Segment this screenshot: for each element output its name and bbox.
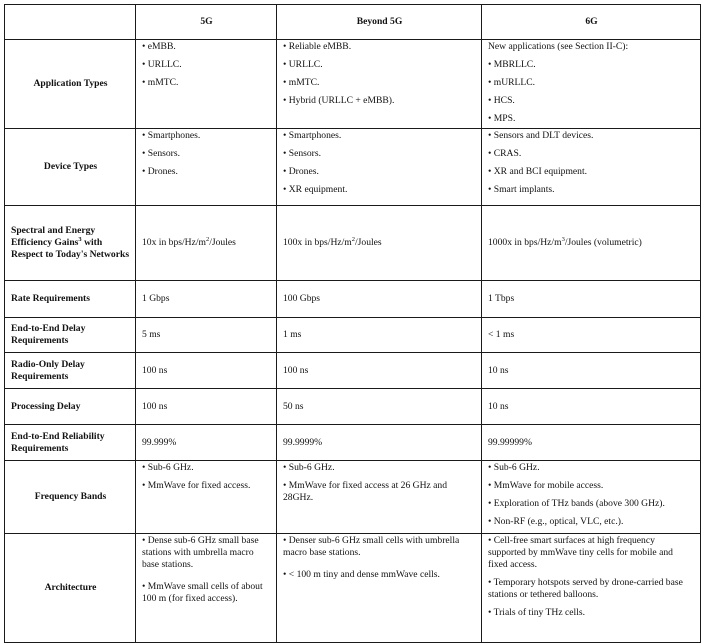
list-item: • CRAS. bbox=[488, 148, 522, 159]
list-item: • mURLLC. bbox=[488, 77, 536, 88]
list-item: • MPS. bbox=[488, 113, 516, 124]
value-text: /Joules bbox=[209, 237, 236, 248]
list-item: • Exploration of THz bands (above 300 GHz). bbox=[488, 498, 665, 509]
cell-dev-5g bbox=[136, 129, 277, 206]
footnote-mark: 3 bbox=[78, 236, 82, 243]
cell-rel-5g: 99.999% bbox=[136, 425, 277, 461]
cell-eff-5g bbox=[136, 206, 277, 281]
list-item: • MmWave small cells of about 100 m (for fixed access). bbox=[142, 581, 263, 604]
exponent: 2 bbox=[205, 236, 210, 243]
header-beyond-5g: Beyond 5G bbox=[277, 5, 482, 40]
row-label-processing-delay: Processing Delay bbox=[5, 389, 136, 425]
list-item: • MmWave for fixed access. bbox=[142, 480, 251, 491]
cell-eff-6g bbox=[482, 206, 701, 281]
list-item: • XR equipment. bbox=[283, 184, 348, 195]
list-item: • MmWave for mobile access. bbox=[488, 480, 604, 491]
cell-app-beyond-5g bbox=[277, 40, 482, 129]
list-item: • Dense sub-6 GHz small base stations with umbrella macro base stations. bbox=[142, 535, 259, 570]
cell-freq-6g bbox=[482, 461, 701, 534]
list-item: • mMTC. bbox=[142, 77, 179, 88]
list-item: • Temporary hotspots served by drone-carried base stations or tethered balloons. bbox=[488, 577, 683, 600]
value-text: /Joules (volumetric) bbox=[564, 237, 642, 248]
cell-e2e-beyond-5g: 1 ms bbox=[277, 318, 482, 353]
cell-eff-beyond-5g bbox=[277, 206, 482, 281]
header-5g: 5G bbox=[136, 5, 277, 40]
row-label-rate: Rate Requirements bbox=[5, 281, 136, 318]
cell-app-5g bbox=[136, 40, 277, 129]
cell-freq-5g bbox=[136, 461, 277, 534]
list-item: • Sensors. bbox=[283, 148, 322, 159]
cell-rel-6g: 99.99999% bbox=[482, 425, 701, 461]
list-item: • mMTC. bbox=[283, 77, 320, 88]
list-item: • HCS. bbox=[488, 95, 515, 106]
value-text: /Joules bbox=[355, 237, 382, 248]
cell-dev-beyond-5g bbox=[277, 129, 482, 206]
row-application-types bbox=[5, 40, 701, 129]
exponent: 3 bbox=[561, 236, 565, 243]
cell-rate-6g: 1 Tbps bbox=[482, 281, 701, 318]
exponent: 2 bbox=[351, 236, 356, 243]
cell-freq-beyond-5g bbox=[277, 461, 482, 534]
value-text: 1000x in bps/Hz/m bbox=[488, 237, 562, 248]
list-item: • URLLC. bbox=[283, 59, 323, 70]
cell-arch-5g bbox=[136, 534, 277, 643]
cell-rate-5g: 1 Gbps bbox=[136, 281, 277, 318]
list-item: • Sub-6 GHz. bbox=[142, 462, 194, 473]
list-item: • Sensors. bbox=[142, 148, 181, 159]
value-text: 10x in bps/Hz/m bbox=[142, 237, 206, 248]
row-processing-delay bbox=[5, 389, 701, 425]
row-reliability bbox=[5, 425, 701, 461]
list-item: • Denser sub-6 GHz small cells with umbrella macro base stations. bbox=[283, 535, 460, 558]
list-item: • Hybrid (URLLC + eMBB). bbox=[283, 95, 395, 106]
header-row bbox=[5, 5, 701, 40]
cell-proc-6g: 10 ns bbox=[482, 389, 701, 425]
list-item: • URLLC. bbox=[142, 59, 182, 70]
list-item: • Drones. bbox=[142, 166, 178, 177]
list-item: • Reliable eMBB. bbox=[283, 41, 352, 52]
cell-radio-5g: 100 ns bbox=[136, 353, 277, 389]
cell-e2e-6g: < 1 ms bbox=[482, 318, 701, 353]
row-architecture bbox=[5, 534, 701, 643]
value-text: 100x in bps/Hz/m bbox=[283, 237, 352, 248]
list-intro: New applications (see Section II-C): bbox=[488, 41, 629, 52]
cell-e2e-5g: 5 ms bbox=[136, 318, 277, 353]
cell-proc-beyond-5g: 50 ns bbox=[277, 389, 482, 425]
cell-arch-beyond-5g bbox=[277, 534, 482, 643]
list-item: • Drones. bbox=[283, 166, 319, 177]
list-item: • Cell-free smart surfaces at high frequency supported by mmWave tiny cells for mobile and fixed access. bbox=[488, 535, 673, 570]
comparison-table bbox=[4, 4, 701, 643]
list-item: • Non-RF (e.g., optical, VLC, etc.). bbox=[488, 516, 624, 527]
list-item: • MmWave for fixed access at 26 GHz and 28GHz. bbox=[283, 480, 448, 503]
list-item: • Smartphones. bbox=[142, 130, 201, 141]
header-6g: 6G bbox=[482, 5, 701, 40]
row-label-architecture: Architecture bbox=[5, 534, 136, 643]
cell-rate-beyond-5g: 100 Gbps bbox=[277, 281, 482, 318]
list-item: • Smart implants. bbox=[488, 184, 555, 195]
list-item: • < 100 m tiny and dense mmWave cells. bbox=[283, 569, 440, 580]
row-label-radio-delay: Radio-Only Delay Requirements bbox=[5, 353, 136, 389]
list-item: • XR and BCI equipment. bbox=[488, 166, 588, 177]
cell-arch-6g bbox=[482, 534, 701, 643]
row-frequency-bands bbox=[5, 461, 701, 534]
row-device-types bbox=[5, 129, 701, 206]
row-radio-delay bbox=[5, 353, 701, 389]
row-label-application-types: Application Types bbox=[5, 40, 136, 129]
row-rate bbox=[5, 281, 701, 318]
cell-radio-6g: 10 ns bbox=[482, 353, 701, 389]
row-label-device-types: Device Types bbox=[5, 129, 136, 206]
row-label-frequency-bands: Frequency Bands bbox=[5, 461, 136, 534]
row-e2e-delay bbox=[5, 318, 701, 353]
row-label-reliability: End-to-End Reliability Requirements bbox=[5, 425, 136, 461]
list-item: • MBRLLC. bbox=[488, 59, 536, 70]
cell-rel-beyond-5g: 99.9999% bbox=[277, 425, 482, 461]
row-efficiency bbox=[5, 206, 701, 281]
row-label-e2e-delay: End-to-End Delay Requirements bbox=[5, 318, 136, 353]
header-corner bbox=[5, 5, 136, 40]
list-item: • Sub-6 GHz. bbox=[283, 462, 335, 473]
label-text: with Respect to Today's Networks bbox=[11, 237, 130, 260]
list-item: • Trials of tiny THz cells. bbox=[488, 607, 585, 618]
cell-app-6g bbox=[482, 40, 701, 129]
list-item: • Sensors and DLT devices. bbox=[488, 130, 594, 141]
list-item: • Smartphones. bbox=[283, 130, 342, 141]
list-item: • eMBB. bbox=[142, 41, 176, 52]
cell-radio-beyond-5g: 100 ns bbox=[277, 353, 482, 389]
cell-proc-5g: 100 ns bbox=[136, 389, 277, 425]
list-item: • Sub-6 GHz. bbox=[488, 462, 540, 473]
label-text: Spectral and Energy Efficiency Gains bbox=[11, 225, 96, 248]
row-label-efficiency bbox=[5, 206, 136, 281]
cell-dev-6g bbox=[482, 129, 701, 206]
